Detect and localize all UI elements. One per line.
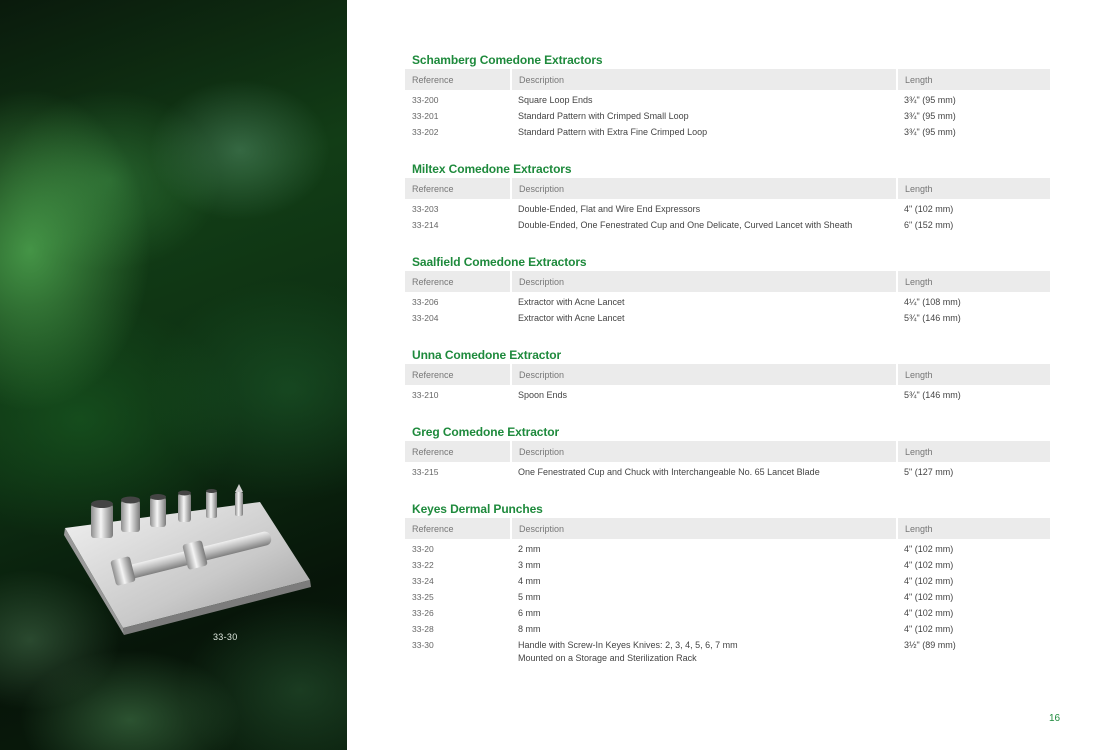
description-header: Description xyxy=(511,69,897,90)
description-line: Standard Pattern with Extra Fine Crimped Loop xyxy=(518,127,708,137)
section-title: Greg Comedone Extractor xyxy=(412,425,560,439)
punch-rack-image xyxy=(55,480,325,640)
length-header: Length xyxy=(897,518,1050,539)
reference-cell: 33-20 xyxy=(412,544,434,554)
section-title: Schamberg Comedone Extractors xyxy=(412,53,603,67)
description-cell xyxy=(511,573,897,589)
table-row xyxy=(405,637,1050,666)
reference-cell: 33-203 xyxy=(412,204,439,214)
length-header: Length xyxy=(897,69,1050,90)
table-row xyxy=(405,539,1050,557)
reference-cell: 33-214 xyxy=(412,220,439,230)
description-line: Standard Pattern with Crimped Small Loop xyxy=(518,111,689,121)
length-cell: 6" (152 mm) xyxy=(904,220,954,230)
reference-cell: 33-25 xyxy=(412,592,434,602)
product-table xyxy=(405,69,1050,140)
reference-header: Reference xyxy=(405,178,511,199)
product-section xyxy=(405,348,1050,403)
length-cell: 4" (102 mm) xyxy=(904,576,954,586)
product-section xyxy=(405,425,1050,480)
product-table xyxy=(405,364,1050,403)
description-line: Spoon Ends xyxy=(518,390,568,400)
description-line: 8 mm xyxy=(518,624,541,634)
length-cell: 4" (102 mm) xyxy=(904,544,954,554)
reference-cell: 33-201 xyxy=(412,111,439,121)
description-line: Double-Ended, Flat and Wire End Expressors xyxy=(518,204,701,214)
reference-cell: 33-210 xyxy=(412,390,439,400)
product-section xyxy=(405,162,1050,233)
reference-header: Reference xyxy=(405,364,511,385)
description-line: Square Loop Ends xyxy=(518,95,593,105)
description-cell xyxy=(511,124,897,140)
table-row xyxy=(405,292,1050,310)
reference-cell: 33-206 xyxy=(412,297,439,307)
page-number: 16 xyxy=(1049,713,1061,724)
product-table xyxy=(405,178,1050,233)
length-cell: 4" (102 mm) xyxy=(904,608,954,618)
description-cell xyxy=(511,310,897,326)
section-title: Miltex Comedone Extractors xyxy=(412,162,572,176)
description-header: Description xyxy=(511,441,897,462)
description-cell xyxy=(511,108,897,124)
length-cell: 5¾" (146 mm) xyxy=(904,313,961,323)
table-row xyxy=(405,108,1050,124)
description-header: Description xyxy=(511,518,897,539)
reference-header: Reference xyxy=(405,441,511,462)
description-cell xyxy=(511,539,897,557)
length-cell: 4" (102 mm) xyxy=(904,204,954,214)
table-row xyxy=(405,589,1050,605)
description-cell xyxy=(511,217,897,233)
description-cell xyxy=(511,557,897,573)
reference-cell: 33-22 xyxy=(412,560,434,570)
description-header: Description xyxy=(511,178,897,199)
table-row xyxy=(405,557,1050,573)
table-row xyxy=(405,124,1050,140)
product-photo-panel xyxy=(0,0,347,750)
section-title: Saalfield Comedone Extractors xyxy=(412,255,587,269)
description-cell xyxy=(511,90,897,108)
length-cell: 3¾" (95 mm) xyxy=(904,111,956,121)
product-table xyxy=(405,271,1050,326)
description-line: Extractor with Acne Lancet xyxy=(518,297,625,307)
length-cell: 5" (127 mm) xyxy=(904,467,954,477)
description-header: Description xyxy=(511,271,897,292)
reference-cell: 33-30 xyxy=(412,640,434,650)
reference-cell: 33-202 xyxy=(412,127,439,137)
length-cell: 4¼" (108 mm) xyxy=(904,297,961,307)
product-section xyxy=(405,255,1050,326)
reference-header: Reference xyxy=(405,518,511,539)
length-cell: 4" (102 mm) xyxy=(904,560,954,570)
length-cell: 4" (102 mm) xyxy=(904,592,954,602)
table-row xyxy=(405,621,1050,637)
description-line: 3 mm xyxy=(518,560,541,570)
description-header: Description xyxy=(511,364,897,385)
description-line: One Fenestrated Cup and Chuck with Interchangeable No. 65 Lancet Blade xyxy=(518,467,820,477)
description-line: Extractor with Acne Lancet xyxy=(518,313,625,323)
reference-cell: 33-28 xyxy=(412,624,434,634)
description-line: 4 mm xyxy=(518,576,541,586)
section-title: Keyes Dermal Punches xyxy=(412,502,543,516)
length-cell: 3¾" (95 mm) xyxy=(904,127,956,137)
table-row xyxy=(405,310,1050,326)
description-cell xyxy=(511,292,897,310)
table-row xyxy=(405,199,1050,217)
description-cell xyxy=(511,199,897,217)
product-table xyxy=(405,518,1050,666)
table-row xyxy=(405,385,1050,403)
description-cell xyxy=(511,385,897,403)
length-header: Length xyxy=(897,271,1050,292)
description-cell xyxy=(511,621,897,637)
description-cell xyxy=(511,605,897,621)
reference-header: Reference xyxy=(405,69,511,90)
reference-cell: 33-215 xyxy=(412,467,439,477)
product-table xyxy=(405,441,1050,480)
length-cell: 3¾" (95 mm) xyxy=(904,95,956,105)
description-cell xyxy=(511,637,897,666)
description-line: Handle with Screw-In Keyes Knives: 2, 3, 4, 5, 6, 7 mm xyxy=(518,640,738,650)
reference-cell: 33-26 xyxy=(412,608,434,618)
reference-cell: 33-204 xyxy=(412,313,439,323)
reference-cell: 33-200 xyxy=(412,95,439,105)
length-cell: 4" (102 mm) xyxy=(904,624,954,634)
length-header: Length xyxy=(897,178,1050,199)
description-line: 5 mm xyxy=(518,592,541,602)
product-caption: 33-30 xyxy=(213,632,238,642)
description-line: 2 mm xyxy=(518,544,541,554)
table-row xyxy=(405,462,1050,480)
product-section xyxy=(405,502,1050,666)
section-title: Unna Comedone Extractor xyxy=(412,348,562,362)
length-header: Length xyxy=(897,364,1050,385)
table-row xyxy=(405,217,1050,233)
description-cell xyxy=(511,589,897,605)
length-header: Length xyxy=(897,441,1050,462)
description-line: 6 mm xyxy=(518,608,541,618)
description-cell xyxy=(511,462,897,480)
table-row xyxy=(405,90,1050,108)
product-section xyxy=(405,53,1050,140)
length-cell: 3½" (89 mm) xyxy=(904,640,956,650)
table-row xyxy=(405,573,1050,589)
description-line: Mounted on a Storage and Sterilization Rack xyxy=(518,653,697,663)
length-cell: 5¾" (146 mm) xyxy=(904,390,961,400)
description-line: Double-Ended, One Fenestrated Cup and One Delicate, Curved Lancet with Sheath xyxy=(518,220,853,230)
table-row xyxy=(405,605,1050,621)
reference-cell: 33-24 xyxy=(412,576,434,586)
reference-header: Reference xyxy=(405,271,511,292)
catalog-content xyxy=(405,53,1050,688)
